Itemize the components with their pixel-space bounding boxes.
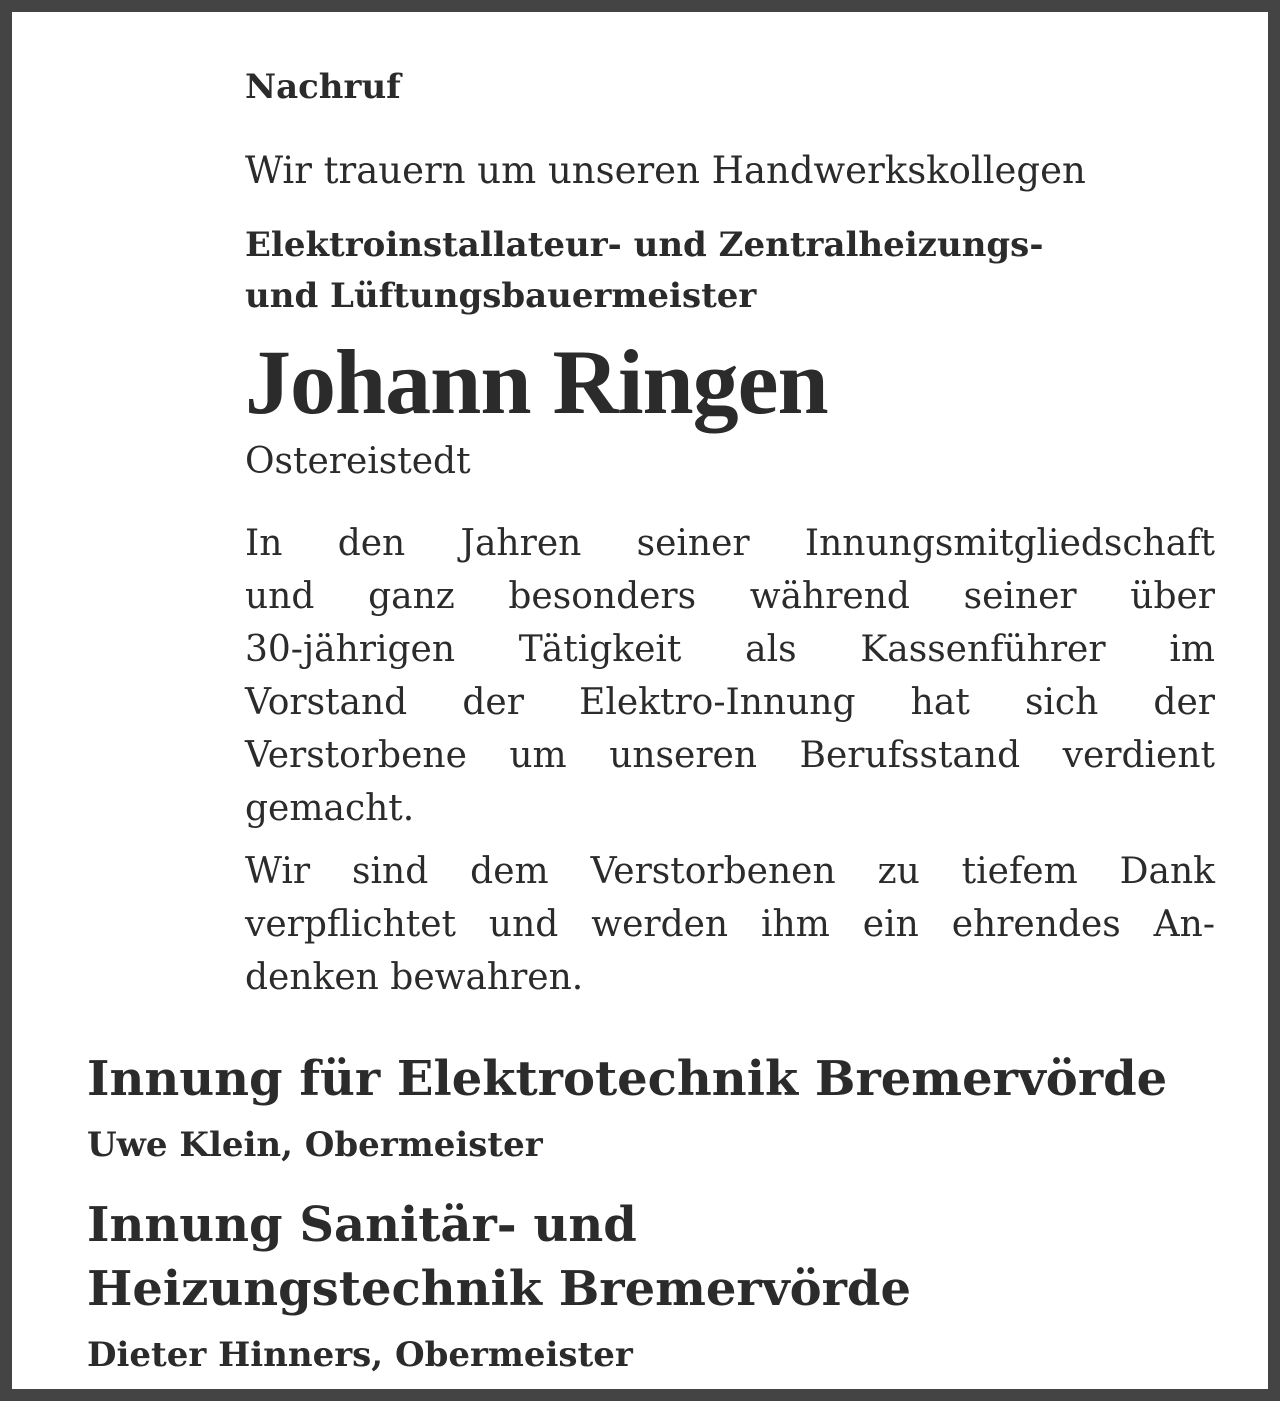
paragraph-line: verpflichtet und werden ihm ein ehrendes An- bbox=[245, 904, 1215, 945]
paragraph-line: und ganz besonders während seiner über bbox=[245, 576, 1215, 617]
paragraph-line: Verstorbene um unseren Berufsstand verdient bbox=[245, 735, 1215, 776]
professional-title-line-2: und Lüftungsbauermeister bbox=[245, 276, 757, 316]
paragraph-line: Vorstand der Elektro-Innung hat sich der bbox=[245, 682, 1215, 723]
organization-name-line-1: Innung Sanitär- und bbox=[87, 1197, 637, 1253]
organization-name-line-2: Heizungstechnik Bremervörde bbox=[87, 1261, 912, 1317]
paragraph-line: In den Jahren seiner Innungsmitgliedschaft bbox=[245, 523, 1215, 564]
intro-line: Wir trauern um unseren Handwerkskollegen bbox=[245, 149, 1086, 192]
paragraph-line: Wir sind dem Verstorbenen zu tiefem Dank bbox=[245, 851, 1215, 892]
paragraph-line: denken bewahren. bbox=[245, 957, 584, 998]
signer-name: Uwe Klein, Obermeister bbox=[87, 1125, 543, 1165]
deceased-place: Ostereistedt bbox=[245, 441, 471, 482]
paragraph-line: gemacht. bbox=[245, 788, 415, 829]
professional-title-line-1: Elektroinstallateur- und Zentralheizungs- bbox=[245, 225, 1044, 265]
signer-name: Dieter Hinners, Obermeister bbox=[87, 1335, 633, 1375]
paragraph-line: 30-jährigen Tätigkeit als Kassenführer im bbox=[245, 629, 1215, 670]
deceased-name: Johann Ringen bbox=[245, 331, 828, 433]
notice-heading: Nachruf bbox=[245, 67, 401, 107]
organization-name: Innung für Elektrotechnik Bremervörde bbox=[87, 1051, 1168, 1107]
